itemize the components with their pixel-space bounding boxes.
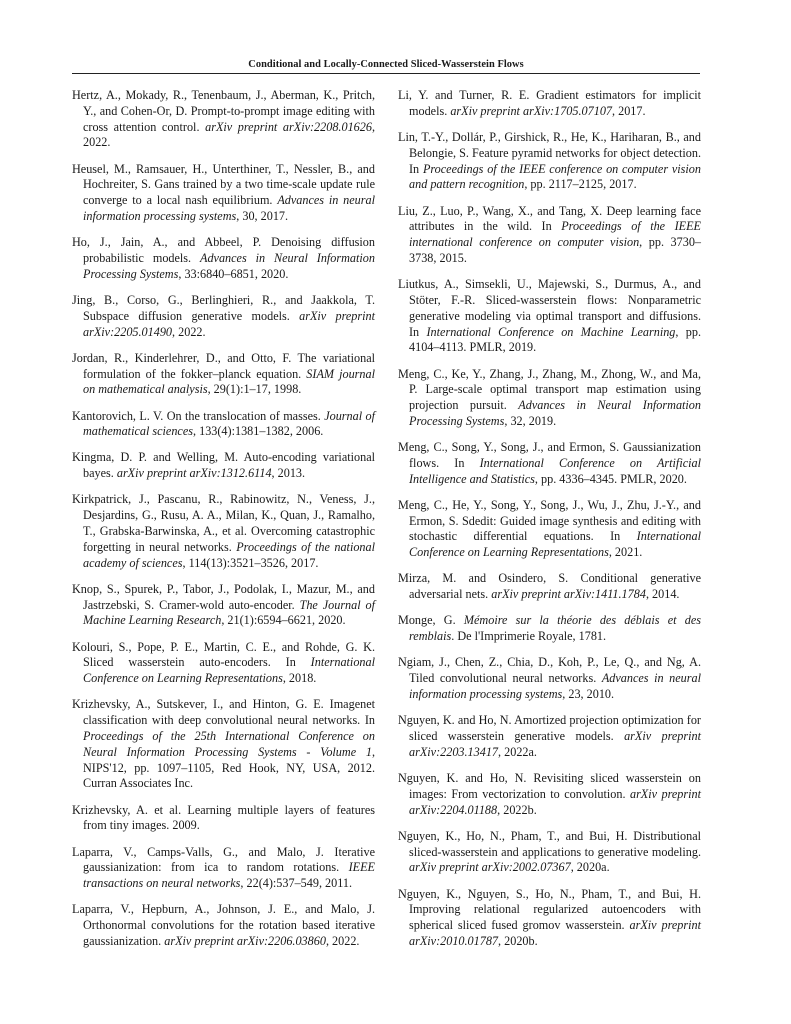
reference-details: , 2022.: [325, 933, 360, 948]
reference-venue: Mémoire sur la théorie des déblais et des remblais: [409, 613, 701, 644]
reference-details: , 2020a.: [570, 860, 610, 875]
reference-venue: arXiv preprint arXiv:2010.01787: [409, 918, 701, 948]
reference-entry: [398, 571, 701, 603]
reference-details: , 23, 2010.: [562, 687, 615, 702]
reference-entry: [398, 887, 701, 950]
reference-entry: [72, 450, 375, 482]
reference-entry: [72, 235, 375, 282]
references-left-column: [72, 88, 375, 960]
reference-entry: [398, 130, 701, 193]
reference-details: , 2013.: [271, 466, 306, 481]
reference-details: , NIPS'12, pp. 1097–1105, Red Hook, NY, USA, 2012. Curran Associates Inc.: [83, 744, 375, 791]
reference-entry: [398, 367, 701, 430]
reference-venue: arXiv preprint arXiv:2204.01188: [409, 786, 701, 817]
reference-text: Mirza, M. and Osindero, S. Conditional generative adversarial nets.: [398, 571, 701, 602]
reference-text: Nguyen, K., Nguyen, S., Ho, N., Pham, T., and Bui, H. Improving relational regularized autoencoders with spherical sliced fused gromov wasserstein.: [398, 886, 701, 933]
reference-text: Liutkus, A., Simsekli, U., Majewski, S., Durmus, A., and Stöter, F.-R. Sliced-wasserstein flows: Nonparametric generative modeling via optimal transport and diffusions. In: [398, 277, 701, 339]
reference-details: , 21(1):6594–6621, 2020.: [221, 613, 346, 628]
reference-details: , 2018.: [282, 671, 317, 686]
reference-details: , 29(1):1–17, 1998.: [207, 382, 302, 397]
reference-entry: [398, 713, 701, 760]
reference-venue: International Conference on Artificial Intelligence and Statistics: [409, 455, 701, 486]
reference-details: , 133(4):1381–1382, 2006.: [193, 424, 324, 439]
reference-details: , pp. 2117–2125, 2017.: [524, 177, 637, 192]
reference-venue: Advances in neural information processing systems: [409, 671, 701, 702]
reference-entry: [398, 204, 701, 267]
reference-details: , pp. 4336–4345. PMLR, 2020.: [534, 471, 687, 486]
reference-venue: arXiv preprint arXiv:2206.03860: [164, 933, 326, 948]
reference-details: , 2022.: [172, 324, 206, 339]
reference-text: Kingma, D. P. and Welling, M. Auto-encoding variational bayes.: [72, 450, 375, 481]
reference-text: Laparra, V., Hepburn, A., Johnson, J. E., and Malo, J. Orthonormal convolutions for the rotation based iterative gaussianization.: [72, 902, 375, 948]
reference-venue: Journal of mathematical sciences: [83, 408, 375, 439]
reference-text: Krizhevsky, A., Sutskever, I., and Hinton, G. E. Imagenet classification with deep convolutional neural networks. In: [72, 697, 375, 728]
reference-venue: Advances in neural information processing systems: [83, 193, 375, 223]
reference-details: , 22(4):537–549, 2011.: [240, 876, 353, 891]
reference-entry: [72, 351, 375, 398]
running-header: Conditional and Locally-Connected Sliced-Wasserstein Flows: [248, 59, 524, 70]
reference-text: Hertz, A., Mokady, R., Tenenbaum, J., Aberman, K., Pritch, Y., and Cohen-Or, D. Prompt-to-prompt image editing with cross attention control.: [72, 88, 375, 134]
references-right-column: [398, 88, 701, 960]
reference-entry: [398, 440, 701, 487]
reference-details: , 2022a.: [498, 744, 537, 759]
reference-entry: [72, 162, 375, 225]
reference-venue: Proceedings of the 25th International Conference on Neural Information Processing Systems - Volume 1: [83, 729, 375, 759]
reference-venue: Advances in Neural Information Processing Systems: [409, 398, 701, 428]
reference-details: , 30, 2017.: [236, 208, 289, 223]
reference-details: . De l'Imprimerie Royale, 1781.: [451, 629, 607, 644]
header-rule: [72, 73, 700, 74]
reference-venue: The Journal of Machine Learning Research: [83, 597, 375, 628]
reference-entry: [398, 498, 701, 561]
reference-text: Kantorovich, L. V. On the translocation of masses.: [72, 408, 325, 423]
reference-venue: Proceedings of the national academy of sciences: [83, 539, 375, 570]
reference-entry: [72, 492, 375, 571]
reference-venue: arXiv preprint arXiv:1312.6114: [116, 466, 272, 481]
reference-entry: [398, 655, 701, 702]
reference-venue: arXiv preprint arXiv:1411.1784: [491, 587, 646, 602]
reference-entry: [72, 293, 375, 340]
reference-entry: [72, 845, 375, 892]
reference-details: , pp. 4104–4113. PMLR, 2019.: [409, 324, 702, 355]
reference-entry: [398, 829, 701, 876]
reference-text: Monge, G.: [398, 613, 464, 628]
reference-text: Ngiam, J., Chen, Z., Chia, D., Koh, P., Le, Q., and Ng, A. Tiled convolutional neural networks.: [398, 655, 701, 686]
reference-details: , pp. 3730–3738, 2015.: [409, 235, 702, 265]
reference-details: , 33:6840–6851, 2020.: [178, 266, 289, 281]
reference-entry: [72, 640, 375, 687]
reference-details: , 2021.: [608, 545, 643, 560]
reference-text: Jing, B., Corso, G., Berlinghieri, R., and Jaakkola, T. Subspace diffusion generative models.: [72, 292, 375, 323]
reference-venue: IEEE transactions on neural networks: [83, 860, 375, 891]
reference-text: Li, Y. and Turner, R. E. Gradient estimators for implicit models.: [398, 88, 701, 118]
reference-details: , 2014.: [645, 587, 680, 602]
reference-text: Kirkpatrick, J., Pascanu, R., Rabinowitz, N., Veness, J., Desjardins, G., Rusu, A. A., Milan, K., Quan, J., Ramalho, T., Grabska-Barwinska, A., et al. Overcoming catastrophic forgetting in neural networks.: [72, 492, 375, 554]
reference-venue: Advances in Neural Information Processing Systems: [83, 250, 375, 281]
reference-venue: Proceedings of the IEEE conference on computer vision and pattern recognition: [409, 161, 701, 192]
reference-entry: [398, 88, 701, 120]
reference-details: , 32, 2019.: [504, 413, 557, 428]
reference-text: Heusel, M., Ramsauer, H., Unterthiner, T., Nessler, B., and Hochreiter, S. Gans trained by a two time-scale update rule converge to a local nash equilibrium.: [72, 161, 375, 208]
reference-text: Meng, C., He, Y., Song, Y., Song, J., Wu, J., Zhu, J.-Y., and Ermon, S. Sdedit: Guided image synthesis and editing with stochastic differential equations. In: [398, 497, 701, 544]
reference-entry: [72, 697, 375, 792]
reference-entry: [72, 88, 375, 151]
reference-text: Meng, C., Ke, Y., Zhang, J., Zhang, M., Zhong, W., and Ma, P. Large-scale optimal transport map estimation using projection pursuit.: [398, 366, 701, 413]
reference-entry: [72, 902, 375, 949]
reference-text: Ho, J., Jain, A., and Abbeel, P. Denoising diffusion probabilistic models.: [72, 235, 375, 265]
reference-venue: SIAM journal on mathematical analysis: [83, 366, 375, 397]
reference-text: Nguyen, K. and Ho, N. Revisiting sliced wasserstein on images: From vectorization to convolution.: [398, 770, 701, 801]
reference-entry: [398, 771, 701, 818]
reference-details: , 2020b.: [498, 933, 538, 948]
reference-venue: Proceedings of the IEEE international conference on computer vision: [409, 219, 701, 250]
reference-details: , 114(13):3521–3526, 2017.: [182, 555, 319, 570]
reference-text: Meng, C., Song, Y., Song, J., and Ermon, S. Gaussianization flows. In: [398, 440, 701, 470]
reference-details: , 2017.: [612, 103, 646, 118]
reference-text: Liu, Z., Luo, P., Wang, X., and Tang, X. Deep learning face attributes in the wild. In: [398, 203, 701, 234]
reference-text: Knop, S., Spurek, P., Tabor, J., Podolak, I., Mazur, M., and Jastrzebski, S. Cramer-wold auto-encoder.: [72, 581, 375, 612]
reference-venue: arXiv preprint arXiv:2203.13417: [409, 729, 701, 759]
reference-details: , 2022b.: [497, 802, 537, 817]
reference-entry: [72, 409, 375, 441]
reference-text: Laparra, V., Camps-Valls, G., and Malo, J. Iterative gaussianization: from ica to random rotations.: [72, 844, 375, 875]
reference-venue: International Conference on Learning Representations: [409, 529, 701, 560]
reference-entry: [398, 613, 701, 645]
reference-text: Lin, T.-Y., Dollár, P., Girshick, R., He, K., Hariharan, B., and Belongie, S. Feature pyramid networks for object detection. In: [398, 129, 701, 176]
reference-venue: arXiv preprint arXiv:2002.07367: [409, 860, 571, 875]
reference-text: Jordan, R., Kinderlehrer, D., and Otto, F. The variational formulation of the fokker–planck equation.: [72, 350, 375, 381]
reference-text: Nguyen, K. and Ho, N. Amortized projection optimization for sliced wasserstein generative models.: [398, 713, 701, 743]
reference-venue: International Conference on Machine Learning: [426, 324, 676, 339]
reference-entry: [398, 277, 701, 356]
reference-entry: [72, 582, 375, 629]
reference-text: Kolouri, S., Pope, P. E., Martin, C. E., and Rohde, G. K. Sliced wasserstein auto-encoders. In: [72, 639, 375, 670]
reference-text: Nguyen, K., Ho, N., Pham, T., and Bui, H. Distributional sliced-wasserstein and applications to generative modeling.: [398, 828, 701, 859]
reference-venue: arXiv preprint arXiv:2205.01490: [83, 308, 376, 339]
reference-venue: International Conference on Learning Representations: [83, 655, 375, 686]
reference-details: , 2022.: [83, 119, 375, 150]
reference-venue: arXiv preprint arXiv:1705.07107: [450, 103, 613, 118]
reference-entry: [72, 803, 375, 835]
reference-text: Krizhevsky, A. et al. Learning multiple layers of features from tiny images. 2009.: [72, 802, 375, 833]
reference-venue: arXiv preprint arXiv:2208.01626: [205, 119, 372, 134]
